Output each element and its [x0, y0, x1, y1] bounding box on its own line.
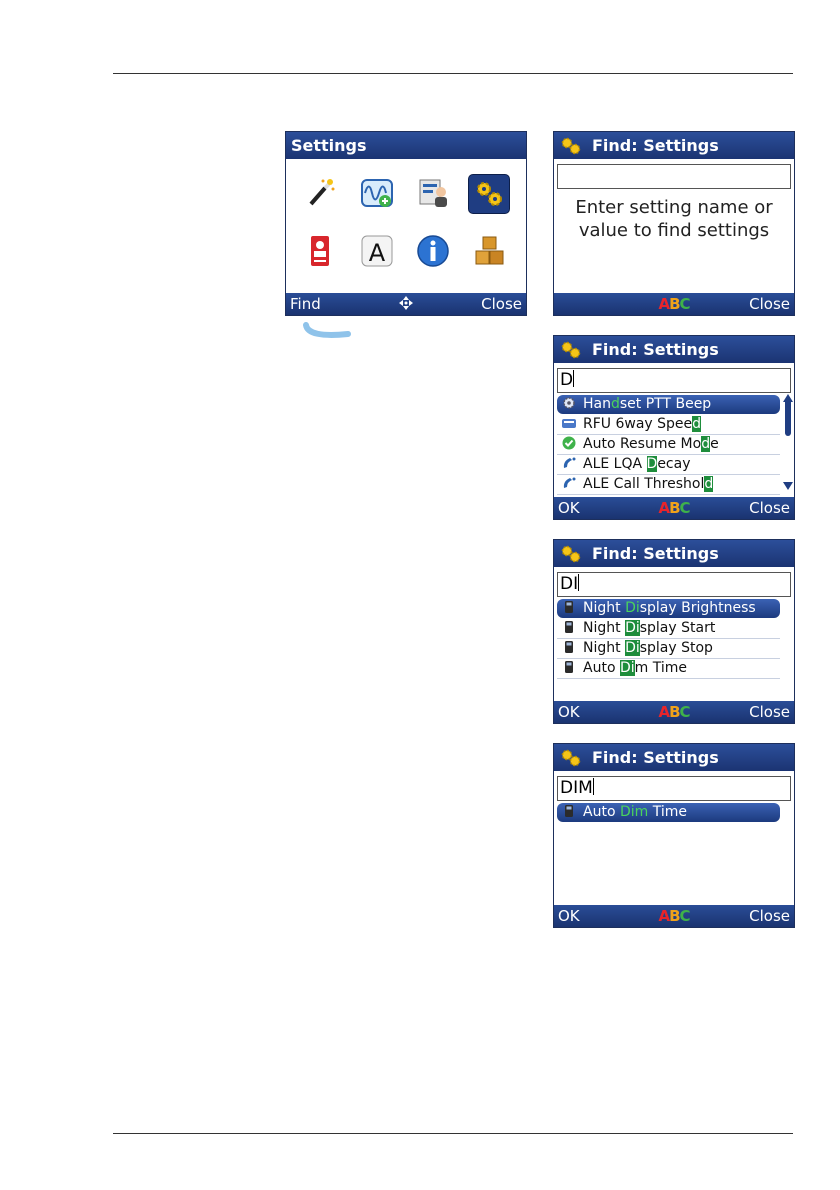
handset-icon [561, 804, 577, 818]
scroll-down-icon[interactable] [783, 482, 793, 490]
hint-line-1: Enter setting name or [575, 197, 773, 218]
scrollbar[interactable] [785, 398, 791, 436]
find-hint [554, 196, 794, 242]
handset-icon [561, 640, 577, 654]
row-text: m Time [634, 660, 687, 676]
footer-rule [113, 1133, 793, 1134]
settings-screen [285, 131, 527, 316]
phone-icon [561, 456, 577, 470]
match-highlight: d [701, 436, 711, 452]
result-row[interactable] [557, 415, 780, 435]
rfu-icon [561, 416, 577, 430]
find-softkey-bar [554, 701, 794, 723]
close-softkey[interactable]: Close [481, 295, 522, 313]
gears-icon [560, 748, 582, 768]
navigate-icon [398, 293, 414, 315]
row-text: Night [583, 620, 626, 636]
match-highlight: d [610, 396, 620, 412]
row-text: Night [583, 600, 626, 616]
close-softkey[interactable]: Close [749, 499, 790, 517]
settings-title: Settings [291, 136, 367, 155]
boxes-icon[interactable] [473, 234, 507, 268]
text-caret [573, 370, 574, 387]
user-contacts-icon[interactable] [416, 176, 450, 210]
svg-text:A: A [368, 239, 386, 267]
abc-mode-indicator[interactable]: ABC [658, 907, 690, 925]
handset-icon [561, 620, 577, 634]
ok-softkey[interactable]: OK [558, 499, 580, 517]
find-input[interactable] [557, 776, 791, 801]
settings-titlebar [286, 132, 526, 159]
font-icon[interactable] [360, 234, 394, 268]
row-text: ALE Call Threshol [583, 476, 705, 492]
find-softkey[interactable]: Find [290, 295, 321, 313]
match-highlight: Di [625, 600, 640, 616]
row-text: RFU 6way Spee [583, 416, 693, 432]
waveform-icon[interactable] [360, 176, 394, 210]
row-text: Auto [583, 660, 620, 676]
check-icon [561, 436, 577, 450]
row-text: Han [583, 396, 611, 412]
handset-icon [561, 600, 577, 614]
result-row[interactable] [557, 599, 780, 618]
gears-icon [472, 177, 506, 211]
match-highlight: Di [619, 660, 635, 676]
find-softkey-bar [554, 905, 794, 927]
match-highlight: d [704, 476, 714, 492]
result-row[interactable] [557, 435, 780, 455]
result-row[interactable] [557, 803, 780, 822]
gear-icon [561, 396, 577, 410]
header-rule [113, 73, 793, 74]
info-icon[interactable] [416, 234, 450, 268]
find-input[interactable] [557, 368, 791, 393]
phonebook-icon[interactable] [303, 234, 337, 268]
result-row[interactable] [557, 455, 780, 475]
row-text: e [710, 436, 719, 452]
row-text: splay Brightness [639, 600, 756, 616]
gears-icon [560, 136, 582, 156]
close-softkey[interactable]: Close [749, 907, 790, 925]
row-text: Auto Resume Mo [583, 436, 702, 452]
match-highlight: Dim [619, 804, 649, 820]
row-text: ALE LQA [583, 456, 647, 472]
ok-softkey[interactable]: OK [558, 907, 580, 925]
find-d-screen [553, 335, 795, 520]
find-input-value: DI [560, 574, 579, 594]
flow-arrow [300, 322, 352, 342]
find-title: Find: Settings [592, 748, 719, 767]
find-dim-screen [553, 743, 795, 928]
match-highlight: d [692, 416, 702, 432]
text-caret [593, 778, 594, 795]
abc-mode-indicator[interactable]: ABC [658, 703, 690, 721]
result-row[interactable] [557, 639, 780, 659]
gears-icon [560, 544, 582, 564]
abc-mode-indicator[interactable]: ABC [658, 499, 690, 517]
find-title: Find: Settings [592, 340, 719, 359]
row-text: Night [583, 640, 626, 656]
find-softkey-bar [554, 293, 794, 315]
abc-mode-indicator[interactable]: ABC [658, 295, 690, 313]
row-text: Auto [583, 804, 620, 820]
find-input-value: D [560, 370, 574, 390]
row-text: ecay [657, 456, 691, 472]
result-row[interactable] [557, 395, 780, 414]
find-titlebar [554, 336, 794, 363]
row-text: set PTT Beep [619, 396, 712, 412]
row-text: splay Stop [639, 640, 713, 656]
close-softkey[interactable]: Close [749, 295, 790, 313]
find-input-value: DIM [560, 778, 593, 798]
find-input[interactable] [557, 572, 791, 597]
row-text: splay Start [639, 620, 716, 636]
match-highlight: D [646, 456, 658, 472]
find-title: Find: Settings [592, 544, 719, 563]
find-title: Find: Settings [592, 136, 719, 155]
gears-icon [560, 340, 582, 360]
text-caret [578, 574, 579, 591]
settings-softkey-bar [286, 293, 526, 315]
scroll-up-icon[interactable] [783, 394, 793, 402]
result-row[interactable] [557, 619, 780, 639]
row-text: Time [648, 804, 687, 820]
result-row[interactable] [557, 659, 780, 679]
find-titlebar [554, 540, 794, 567]
find-titlebar [554, 132, 794, 159]
result-row[interactable] [557, 475, 780, 495]
magic-wand-icon[interactable] [303, 176, 337, 210]
phone-icon [561, 476, 577, 490]
close-softkey[interactable]: Close [749, 703, 790, 721]
find-titlebar [554, 744, 794, 771]
find-empty-screen [553, 131, 795, 316]
ok-softkey[interactable]: OK [558, 703, 580, 721]
find-input[interactable] [557, 164, 791, 189]
handset-icon [561, 660, 577, 674]
find-di-screen [553, 539, 795, 724]
gears-tile[interactable] [468, 174, 510, 214]
match-highlight: Di [625, 620, 640, 636]
hint-line-2: value to find settings [578, 220, 770, 241]
match-highlight: Di [625, 640, 640, 656]
find-softkey-bar [554, 497, 794, 519]
